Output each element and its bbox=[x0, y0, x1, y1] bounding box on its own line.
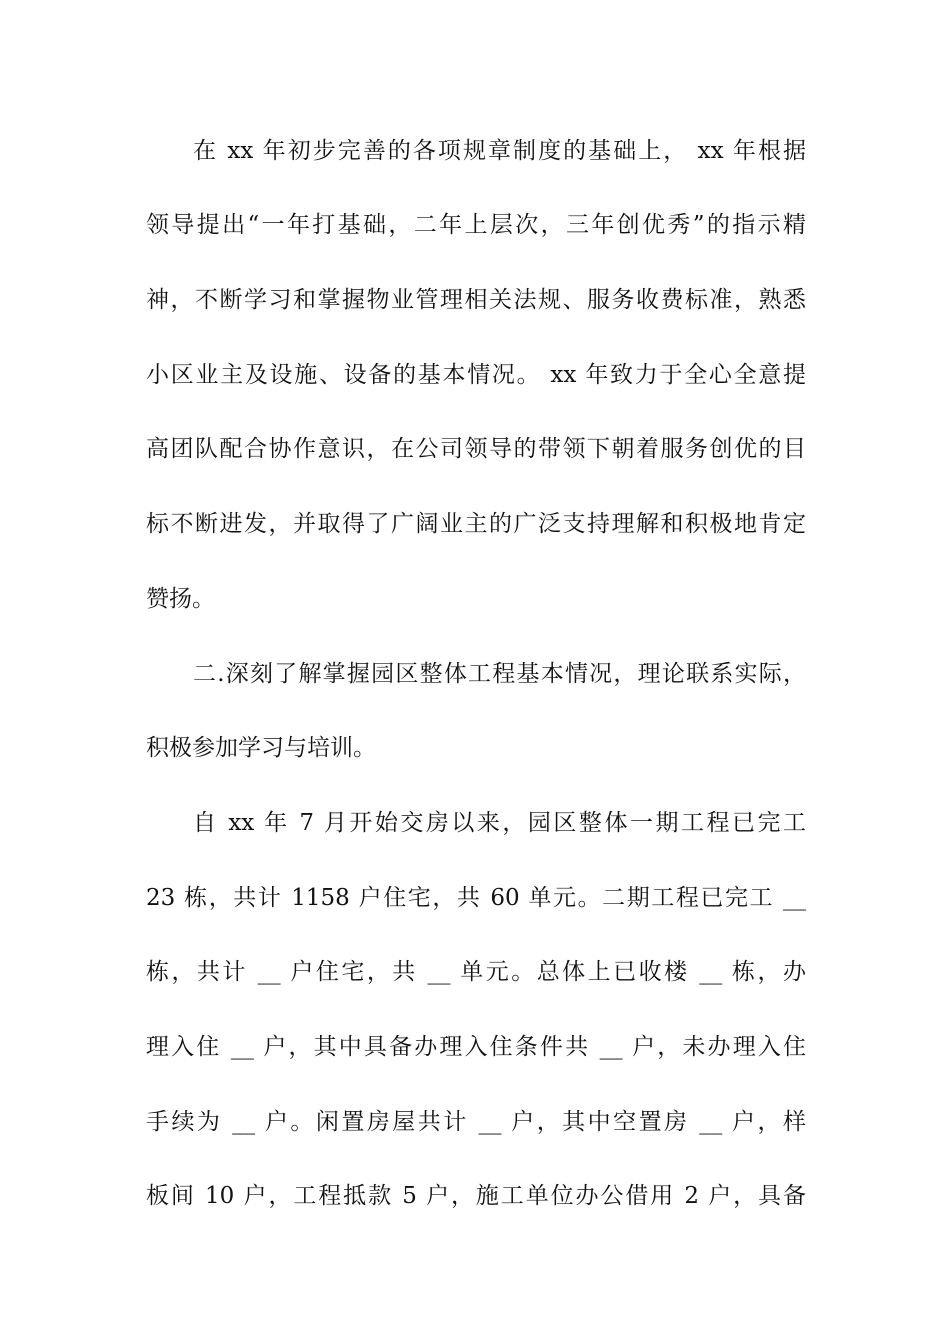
heading-2-line-1: 二.深刻了解掌握园区整体工程基本情况，理论联系实际， bbox=[193, 661, 806, 687]
paragraph-1-line-4: 小区业主及设施、设备的基本情况。 xx 年致力于全心全意提 bbox=[146, 362, 806, 388]
paragraph-1-line-5: 高团队配合协作意识，在公司领导的带领下朝着服务创优的目 bbox=[146, 436, 806, 462]
paragraph-1-line-7: 赞扬。 bbox=[146, 586, 215, 612]
heading-2-line-2: 积极参加学习与培训。 bbox=[146, 735, 376, 761]
paragraph-3-line-4: 理入住 __ 户，其中具备办理入住条件共 __ 户，未办理入住 bbox=[146, 1034, 806, 1060]
paragraph-3-line-2: 23 栋，共计 1158 户住宅，共 60 单元。二期工程已完工 __ bbox=[146, 885, 806, 911]
paragraph-1-line-3: 神，不断学习和掌握物业管理相关法规、服务收费标准，熟悉 bbox=[146, 287, 806, 313]
paragraph-1-line-1: 在 xx 年初步完善的各项规章制度的基础上， xx 年根据 bbox=[193, 138, 806, 164]
paragraph-1-line-2: 领导提出“一年打基础，二年上层次，三年创优秀”的指示精 bbox=[146, 212, 806, 238]
paragraph-3-line-6: 板间 10 户，工程抵款 5 户，施工单位办公借用 2 户，具备 bbox=[146, 1183, 806, 1209]
paragraph-3-line-5: 手续为 __ 户。闲置房屋共计 __ 户，其中空置房 __ 户，样 bbox=[146, 1109, 806, 1135]
paragraph-3-line-3: 栋，共计 __ 户住宅，共 __ 单元。总体上已收楼 __ 栋，办 bbox=[146, 959, 806, 985]
paragraph-3-line-1: 自 xx 年 7 月开始交房以来，园区整体一期工程已完工 bbox=[193, 810, 806, 836]
paragraph-1-line-6: 标不断进发，并取得了广阔业主的广泛支持理解和积极地肯定 bbox=[146, 511, 806, 537]
